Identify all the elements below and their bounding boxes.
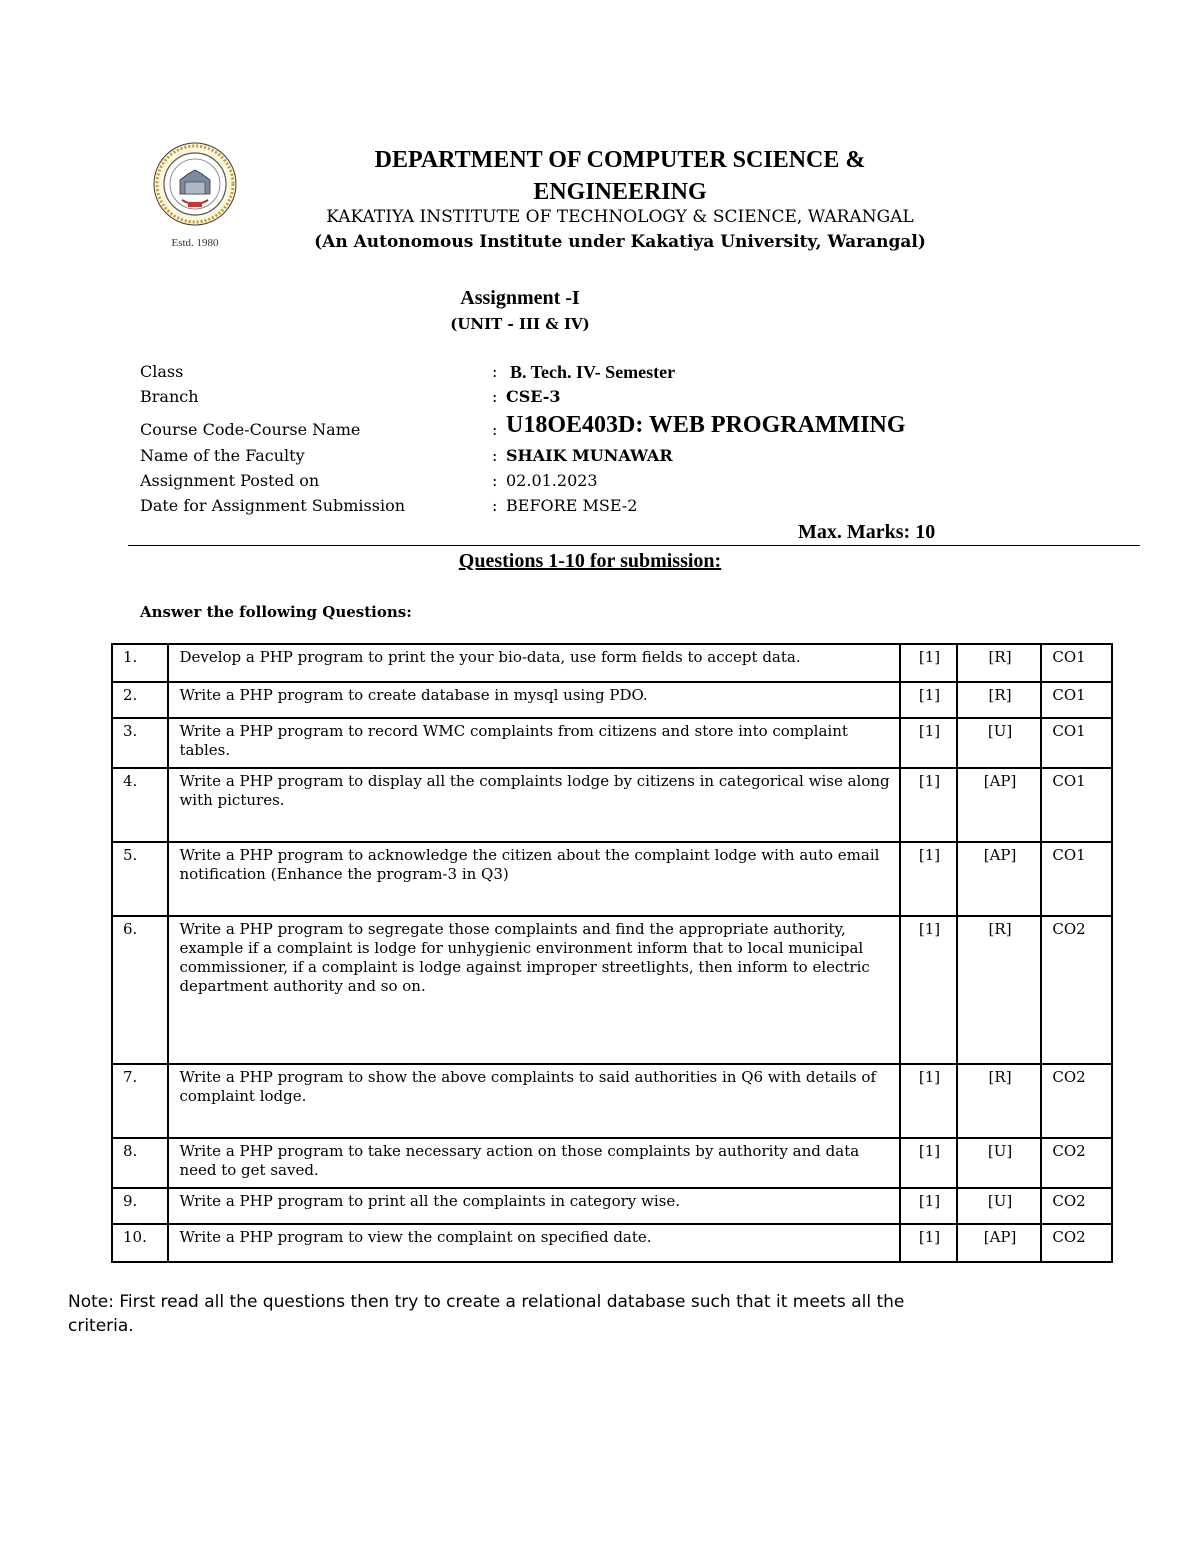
question-number: 6. xyxy=(112,916,168,1064)
info-label: Branch xyxy=(140,387,199,406)
table-row xyxy=(112,916,1112,1064)
question-number: 10. xyxy=(112,1224,168,1262)
question-co: CO2 xyxy=(1041,916,1112,1064)
question-marks: [1] xyxy=(900,1064,956,1138)
question-marks: [1] xyxy=(900,682,956,718)
info-colon: : xyxy=(492,362,498,381)
question-level: [R] xyxy=(957,916,1042,1064)
info-label: Class xyxy=(140,362,184,381)
question-co: CO1 xyxy=(1041,644,1112,682)
question-text: Write a PHP program to take necessary action on those complaints by authority and data need to get saved. xyxy=(168,1138,900,1188)
info-colon: : xyxy=(492,446,498,465)
question-number: 1. xyxy=(112,644,168,682)
info-colon: : xyxy=(492,420,498,439)
info-label: Date for Assignment Submission xyxy=(140,496,406,515)
info-value: CSE-3 xyxy=(506,387,561,406)
table-row xyxy=(112,1224,1112,1262)
table-row xyxy=(112,1138,1112,1188)
info-value: BEFORE MSE-2 xyxy=(506,496,638,515)
question-level: [AP] xyxy=(957,1224,1042,1262)
institute-logo-icon xyxy=(152,140,238,250)
info-row-class xyxy=(140,360,1100,384)
info-label: Name of the Faculty xyxy=(140,446,305,465)
question-marks: [1] xyxy=(900,1188,956,1224)
question-level: [U] xyxy=(957,1188,1042,1224)
question-text: Write a PHP program to display all the complaints lodge by citizens in categorical wise along with pictures. xyxy=(168,768,900,842)
question-text: Write a PHP program to print all the complaints in category wise. xyxy=(168,1188,900,1224)
table-row xyxy=(112,718,1112,768)
question-number: 8. xyxy=(112,1138,168,1188)
question-text: Write a PHP program to view the complaint on specified date. xyxy=(168,1224,900,1262)
question-co: CO2 xyxy=(1041,1138,1112,1188)
question-marks: [1] xyxy=(900,1224,956,1262)
department-title-line1: DEPARTMENT OF COMPUTER SCIENCE & xyxy=(374,147,866,173)
assignment-title: Assignment -I xyxy=(460,287,580,309)
info-colon: : xyxy=(492,471,498,490)
question-level: [R] xyxy=(957,1064,1042,1138)
question-number: 3. xyxy=(112,718,168,768)
question-co: CO1 xyxy=(1041,768,1112,842)
info-value: U18OE403D: WEB PROGRAMMING xyxy=(506,412,906,438)
question-number: 2. xyxy=(112,682,168,718)
info-row-course xyxy=(140,412,1100,442)
question-number: 9. xyxy=(112,1188,168,1224)
question-number: 7. xyxy=(112,1064,168,1138)
info-label: Assignment Posted on xyxy=(140,471,320,490)
info-row-submission xyxy=(140,494,1100,518)
question-marks: [1] xyxy=(900,1138,956,1188)
info-row-faculty xyxy=(140,444,1100,468)
table-row xyxy=(112,644,1112,682)
question-marks: [1] xyxy=(900,644,956,682)
table-row xyxy=(112,1188,1112,1224)
info-value: B. Tech. IV- Semester xyxy=(510,362,676,382)
question-marks: [1] xyxy=(900,842,956,916)
note-text: Note: First read all the questions then try to create a relational database such that it meets all the criteria. xyxy=(68,1292,905,1336)
questions-table xyxy=(111,643,1113,1263)
assignment-units: (UNIT - III & IV) xyxy=(450,315,590,333)
question-text: Write a PHP program to create database in mysql using PDO. xyxy=(168,682,900,718)
answer-heading: Answer the following Questions: xyxy=(140,603,412,621)
questions-heading: Questions 1-10 for submission: xyxy=(458,550,722,572)
question-text: Write a PHP program to record WMC complaints from citizens and store into complaint tables. xyxy=(168,718,900,768)
autonomous-note: (An Autonomous Institute under Kakatiya University, Warangal) xyxy=(314,232,926,252)
table-row xyxy=(112,842,1112,916)
question-text: Write a PHP program to segregate those complaints and find the appropriate authority, example if a complaint is lodge for unhygienic environment inform that to local municipal commissioner, if a complaint is lodge against improper streetlights, then inform to electric department authority and so on. xyxy=(168,916,900,1064)
question-level: [AP] xyxy=(957,768,1042,842)
question-text: Develop a PHP program to print the your bio-data, use form fields to accept data. xyxy=(168,644,900,682)
logo-estd-text: Estd. 1980 xyxy=(171,237,219,249)
info-colon: : xyxy=(492,496,498,515)
question-number: 5. xyxy=(112,842,168,916)
question-co: CO1 xyxy=(1041,842,1112,916)
question-level: [R] xyxy=(957,644,1042,682)
question-co: CO1 xyxy=(1041,682,1112,718)
info-colon: : xyxy=(492,387,498,406)
info-row-branch xyxy=(140,385,1100,409)
question-co: CO2 xyxy=(1041,1224,1112,1262)
question-text: Write a PHP program to acknowledge the citizen about the complaint lodge with auto email notification (Enhance the program-3 in Q3) xyxy=(168,842,900,916)
department-title-line2: ENGINEERING xyxy=(533,179,707,205)
question-co: CO2 xyxy=(1041,1064,1112,1138)
department-title xyxy=(290,144,950,208)
question-text: Write a PHP program to show the above complaints to said authorities in Q6 with details of complaint lodge. xyxy=(168,1064,900,1138)
question-marks: [1] xyxy=(900,718,956,768)
info-label: Course Code-Course Name xyxy=(140,420,361,439)
divider xyxy=(128,545,1140,546)
question-co: CO2 xyxy=(1041,1188,1112,1224)
info-value: SHAIK MUNAWAR xyxy=(506,446,673,465)
question-level: [U] xyxy=(957,718,1042,768)
question-level: [R] xyxy=(957,682,1042,718)
info-row-posted xyxy=(140,469,1100,493)
question-marks: [1] xyxy=(900,916,956,1064)
question-level: [AP] xyxy=(957,842,1042,916)
question-marks: [1] xyxy=(900,768,956,842)
question-co: CO1 xyxy=(1041,718,1112,768)
institute-name: KAKATIYA INSTITUTE OF TECHNOLOGY & SCIENCE, WARANGAL xyxy=(326,207,914,227)
info-value: 02.01.2023 xyxy=(506,471,598,490)
question-number: 4. xyxy=(112,768,168,842)
table-row xyxy=(112,768,1112,842)
table-row xyxy=(112,682,1112,718)
max-marks: Max. Marks: 10 xyxy=(798,521,936,543)
table-row xyxy=(112,1064,1112,1138)
question-level: [U] xyxy=(957,1138,1042,1188)
